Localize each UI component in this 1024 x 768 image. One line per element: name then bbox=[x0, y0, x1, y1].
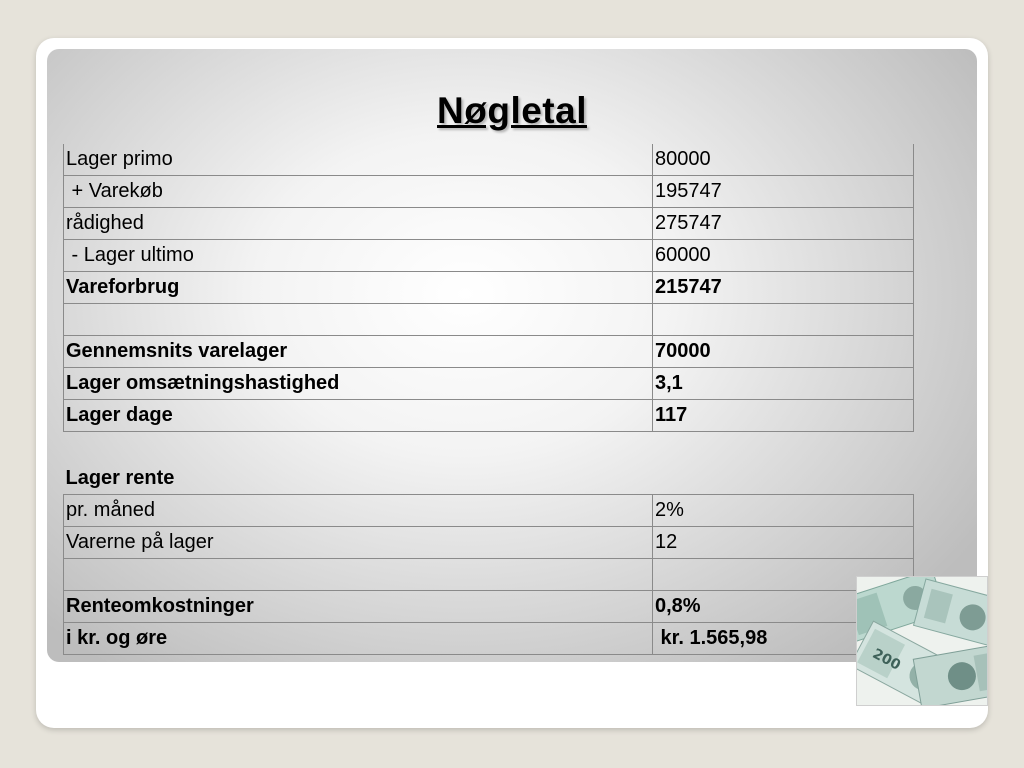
table-row bbox=[64, 368, 914, 400]
row-label: pr. måned bbox=[64, 495, 653, 527]
table-row bbox=[64, 527, 914, 559]
banknotes-illustration bbox=[857, 577, 987, 705]
row-label: - Lager ultimo bbox=[64, 240, 653, 272]
table-row bbox=[64, 272, 914, 304]
row-label: Varerne på lager bbox=[64, 527, 653, 559]
row-label: Gennemsnits varelager bbox=[64, 336, 653, 368]
row-value: 3,1 bbox=[653, 368, 914, 400]
row-label bbox=[64, 559, 653, 591]
row-value: 12 bbox=[653, 527, 914, 559]
banknotes-image bbox=[856, 576, 988, 706]
table-row bbox=[64, 144, 914, 176]
row-label: Lager omsætningshastighed bbox=[64, 368, 653, 400]
table-row bbox=[64, 208, 914, 240]
row-value: 0,8% bbox=[653, 591, 914, 623]
row-label: Renteomkostninger bbox=[64, 591, 653, 623]
row-value: 275747 bbox=[653, 208, 914, 240]
table-row-empty bbox=[64, 559, 914, 591]
row-label bbox=[64, 304, 653, 336]
table-row-empty bbox=[64, 304, 914, 336]
row-value: 195747 bbox=[653, 176, 914, 208]
row-label: Vareforbrug bbox=[64, 272, 653, 304]
table-row bbox=[64, 623, 914, 655]
banknote-denomination: 200 bbox=[869, 645, 904, 674]
row-label: + Varekøb bbox=[64, 176, 653, 208]
table-row bbox=[64, 463, 914, 495]
slide-title: Nøgletal bbox=[437, 90, 587, 131]
table-row bbox=[64, 495, 914, 527]
table-row bbox=[64, 176, 914, 208]
row-label: rådighed bbox=[64, 208, 653, 240]
table-spacer bbox=[64, 432, 914, 464]
row-value: 117 bbox=[653, 400, 914, 432]
row-label: i kr. og øre bbox=[64, 623, 653, 655]
row-value: 80000 bbox=[653, 144, 914, 176]
row-value: 215747 bbox=[653, 272, 914, 304]
table-row bbox=[64, 240, 914, 272]
row-value bbox=[653, 304, 914, 336]
table-row bbox=[64, 336, 914, 368]
row-label: Lager primo bbox=[64, 144, 653, 176]
section-heading: Lager rente bbox=[64, 463, 653, 495]
key-figures-table bbox=[63, 144, 914, 655]
row-value: 60000 bbox=[653, 240, 914, 272]
row-label: Lager dage bbox=[64, 400, 653, 432]
table-row bbox=[64, 400, 914, 432]
row-value: 2% bbox=[653, 495, 914, 527]
row-value: 70000 bbox=[653, 336, 914, 368]
table-row bbox=[64, 591, 914, 623]
row-value: kr. 1.565,98 bbox=[653, 623, 914, 655]
